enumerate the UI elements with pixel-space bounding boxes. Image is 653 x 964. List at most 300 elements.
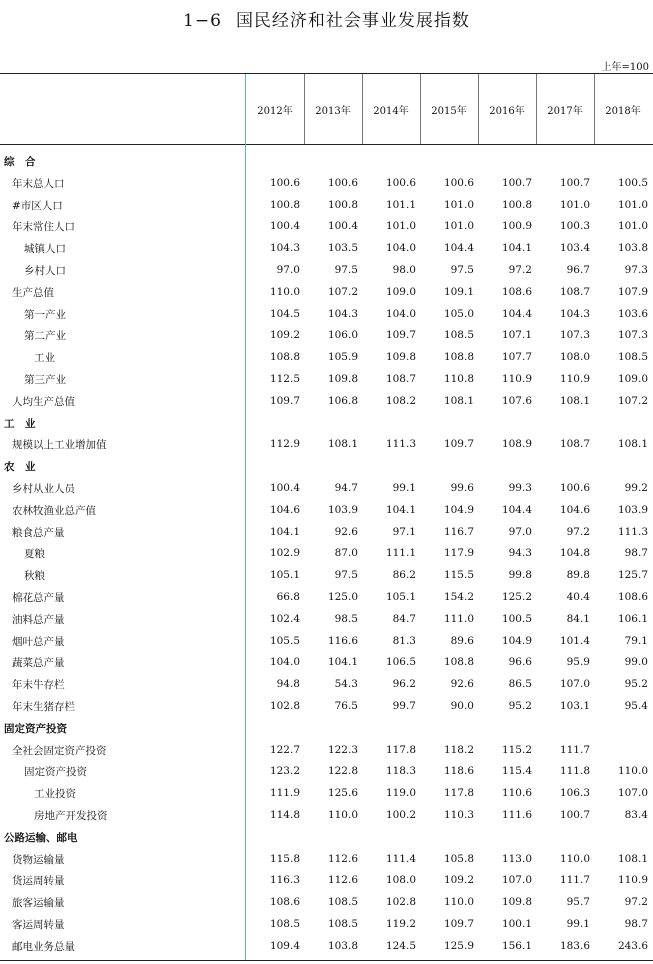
table-row (0, 282, 653, 304)
value-cell: 104.6 (269, 503, 300, 516)
value-cell: 111.7 (559, 874, 590, 887)
value-cell: 98.0 (392, 264, 416, 276)
table-row (0, 740, 653, 762)
value-cell: 103.5 (327, 242, 358, 255)
value-cell: 109.7 (443, 918, 474, 930)
value-cell: 100.6 (559, 482, 590, 494)
row-label: 第一产业 (24, 308, 66, 321)
value-cell: 100.2 (385, 809, 416, 821)
value-cell: 119.2 (385, 918, 416, 930)
value-cell: 108.0 (559, 351, 590, 364)
year-header-cell: 2016年 (489, 105, 525, 117)
value-cell: 109.1 (443, 285, 474, 298)
row-label: 年末总人口 (12, 177, 65, 190)
year-header-cell: 2018年 (605, 105, 641, 117)
value-cell: 109.2 (269, 329, 300, 342)
value-cell: 106.8 (327, 394, 358, 407)
section-row (0, 413, 653, 435)
table-row (0, 260, 653, 282)
table-row (0, 761, 653, 783)
value-cell: 103.4 (559, 242, 590, 255)
value-cell: 100.7 (501, 176, 532, 189)
section-label: 工 业 (4, 417, 36, 430)
value-cell: 118.3 (385, 765, 416, 778)
value-cell: 110.3 (443, 809, 474, 821)
value-cell: 101.0 (617, 198, 648, 211)
value-cell: 108.6 (269, 896, 300, 909)
table-row (0, 870, 653, 892)
value-cell: 104.0 (385, 307, 416, 320)
value-cell: 104.1 (385, 503, 416, 516)
value-cell: 111.8 (559, 765, 590, 778)
value-cell: 104.4 (443, 242, 474, 255)
year-header-cell: 2015年 (431, 105, 467, 117)
year-header-divider (420, 74, 421, 144)
value-cell: 99.2 (624, 482, 648, 494)
value-cell: 97.5 (334, 264, 358, 276)
value-cell: 110.0 (559, 852, 590, 865)
value-cell: 104.3 (327, 307, 358, 320)
value-cell: 92.6 (334, 525, 358, 538)
value-cell: 99.3 (508, 482, 532, 494)
value-cell: 81.3 (392, 634, 416, 647)
row-label: 农林牧渔业总产值 (12, 504, 96, 517)
value-cell: 97.2 (566, 525, 590, 538)
value-cell: 106.1 (617, 612, 648, 625)
value-cell: 109.4 (269, 939, 300, 952)
value-cell: 108.6 (501, 285, 532, 298)
value-cell: 118.2 (443, 743, 474, 756)
table-row (0, 325, 653, 347)
row-label: 工业投资 (34, 788, 76, 801)
value-cell: 108.1 (617, 438, 648, 451)
value-cell: 183.6 (559, 939, 590, 952)
value-cell: 97.2 (508, 264, 532, 276)
value-cell: 89.8 (566, 569, 590, 582)
value-cell: 110.9 (617, 874, 648, 887)
value-cell: 100.7 (559, 176, 590, 189)
value-cell: 114.8 (269, 809, 300, 821)
value-cell: 105.9 (327, 351, 358, 364)
bottom-rule (0, 960, 653, 961)
table-row (0, 391, 653, 413)
value-cell: 125.6 (327, 787, 358, 800)
value-cell: 104.6 (559, 503, 590, 516)
value-cell: 109.7 (269, 394, 300, 407)
value-cell: 125.7 (617, 569, 648, 582)
year-header-cell: 2013年 (315, 105, 351, 117)
value-cell: 122.8 (327, 765, 358, 778)
value-cell: 104.1 (327, 656, 358, 669)
year-header-divider (304, 74, 305, 144)
value-cell: 108.1 (327, 438, 358, 451)
value-cell: 106.3 (559, 787, 590, 800)
value-cell: 104.8 (559, 547, 590, 560)
value-cell: 96.6 (508, 656, 532, 669)
value-cell: 95.4 (624, 700, 648, 712)
value-cell: 109.8 (327, 373, 358, 385)
value-cell: 122.7 (269, 743, 300, 756)
value-cell: 107.2 (327, 285, 358, 298)
value-cell: 110.6 (501, 787, 532, 800)
value-cell: 99.8 (508, 569, 532, 582)
section-row (0, 718, 653, 740)
value-cell: 108.2 (385, 394, 416, 407)
value-cell: 108.7 (559, 285, 590, 298)
section-label: 农 业 (4, 461, 36, 474)
value-cell: 103.1 (559, 700, 590, 712)
value-cell: 100.6 (269, 176, 300, 189)
value-cell: 107.6 (501, 394, 532, 407)
value-cell: 108.9 (501, 438, 532, 451)
value-cell: 96.2 (392, 678, 416, 691)
value-cell: 107.0 (559, 678, 590, 691)
value-cell: 103.8 (617, 242, 648, 255)
value-cell: 95.2 (624, 678, 648, 691)
row-label: 粮食总产量 (12, 526, 65, 539)
value-cell: 156.1 (501, 939, 532, 952)
value-cell: 86.2 (392, 569, 416, 582)
row-label: 旅客运输量 (12, 897, 65, 910)
table-row (0, 652, 653, 674)
row-label: 人均生产总值 (12, 395, 75, 408)
table-row (0, 304, 653, 326)
section-row (0, 151, 653, 173)
value-cell: 100.9 (501, 220, 532, 233)
value-cell: 107.9 (617, 285, 648, 298)
row-label: 年末生猪存栏 (12, 701, 75, 713)
section-row (0, 456, 653, 478)
table-row (0, 849, 653, 871)
value-cell: 111.4 (385, 852, 416, 865)
value-cell: 83.4 (624, 809, 648, 821)
value-cell: 107.0 (617, 787, 648, 800)
value-cell: 107.2 (617, 394, 648, 407)
value-cell: 94.3 (508, 547, 532, 560)
table-row (0, 892, 653, 914)
row-label: 乡村人口 (24, 265, 66, 277)
row-label: 城镇人口 (24, 243, 66, 256)
value-cell: 100.4 (269, 482, 300, 494)
value-cell: 101.0 (443, 198, 474, 211)
value-cell: 107.7 (501, 351, 532, 364)
value-cell: 108.5 (327, 896, 358, 909)
row-label: 年末牛存栏 (12, 679, 65, 692)
value-cell: 110.0 (443, 896, 474, 909)
value-cell: 107.3 (617, 329, 648, 342)
table-row (0, 216, 653, 238)
value-cell: 103.9 (327, 503, 358, 516)
value-cell: 104.3 (269, 242, 300, 255)
table-row (0, 347, 653, 369)
table-row (0, 522, 653, 544)
value-cell: 97.0 (276, 264, 300, 276)
value-cell: 104.9 (443, 503, 474, 516)
table-row (0, 478, 653, 500)
row-label: 生产总值 (12, 286, 54, 299)
table-row (0, 696, 653, 718)
value-cell: 110.0 (617, 765, 648, 778)
value-cell: 96.7 (566, 264, 590, 276)
value-cell: 94.8 (276, 678, 300, 691)
value-cell: 100.5 (501, 612, 532, 625)
value-cell: 112.9 (269, 438, 300, 451)
value-cell: 111.1 (385, 547, 416, 560)
value-cell: 111.6 (501, 809, 532, 821)
value-cell: 104.1 (269, 525, 300, 538)
value-cell: 108.5 (617, 351, 648, 364)
header-rule (0, 144, 653, 145)
table-row (0, 936, 653, 958)
value-cell: 108.8 (269, 351, 300, 364)
value-cell: 115.5 (443, 569, 474, 582)
value-cell: 108.7 (385, 373, 416, 385)
row-label: 乡村从业人员 (12, 483, 75, 495)
value-cell: 99.1 (566, 918, 590, 930)
value-cell: 108.7 (559, 438, 590, 451)
value-cell: 102.8 (385, 896, 416, 909)
value-cell: 79.1 (624, 634, 648, 647)
value-cell: 107.1 (501, 329, 532, 342)
value-cell: 108.1 (617, 852, 648, 865)
row-label: 烟叶总产量 (12, 635, 65, 648)
value-cell: 109.2 (443, 874, 474, 887)
value-cell: 95.7 (566, 896, 590, 909)
value-cell: 108.0 (385, 874, 416, 887)
value-cell: 110.0 (269, 285, 300, 298)
value-cell: 110.8 (443, 373, 474, 385)
table-row (0, 565, 653, 587)
value-cell: 117.8 (385, 743, 416, 756)
value-cell: 109.0 (385, 285, 416, 298)
value-cell: 98.7 (624, 547, 648, 560)
section-label: 综 合 (4, 156, 36, 168)
table-number: 1−6 (183, 11, 222, 31)
table-row (0, 783, 653, 805)
value-cell: 125.9 (443, 939, 474, 952)
row-label: 棉花总产量 (12, 592, 65, 604)
value-cell: 86.5 (508, 678, 532, 691)
value-cell: 101.1 (385, 198, 416, 211)
value-cell: 111.3 (385, 438, 416, 451)
row-label: 第三产业 (24, 374, 66, 386)
table-row (0, 500, 653, 522)
table-row (0, 805, 653, 827)
value-cell: 104.0 (385, 242, 416, 255)
value-cell: 111.9 (269, 787, 300, 800)
value-cell: 97.3 (624, 264, 648, 276)
value-cell: 154.2 (443, 591, 474, 603)
table-row (0, 434, 653, 456)
value-cell: 110.9 (559, 373, 590, 385)
value-cell: 108.6 (617, 591, 648, 603)
value-cell: 106.0 (327, 329, 358, 342)
value-cell: 101.0 (617, 220, 648, 233)
value-cell: 125.0 (327, 591, 358, 603)
value-cell: 97.5 (450, 264, 474, 276)
table-row (0, 587, 653, 609)
table-title-text: 国民经济和社会事业发展指数 (235, 11, 470, 31)
value-cell: 117.8 (443, 787, 474, 800)
value-cell: 243.6 (617, 939, 648, 952)
value-cell: 108.1 (559, 394, 590, 407)
row-label: #市区人口 (12, 199, 63, 212)
value-cell: 95.2 (508, 700, 532, 712)
value-cell: 66.8 (276, 591, 300, 603)
value-cell: 104.4 (501, 307, 532, 320)
value-cell: 113.0 (501, 852, 532, 865)
value-cell: 115.4 (501, 765, 532, 778)
table-row (0, 543, 653, 565)
value-cell: 112.6 (327, 874, 358, 887)
value-cell: 76.5 (334, 700, 358, 712)
value-cell: 100.1 (501, 918, 532, 930)
section-row (0, 827, 653, 849)
value-cell: 112.5 (269, 373, 300, 385)
row-label: 秋粮 (24, 570, 45, 583)
value-cell: 104.9 (501, 634, 532, 647)
value-cell: 102.8 (269, 700, 300, 712)
value-cell: 95.9 (566, 656, 590, 669)
value-cell: 108.8 (443, 656, 474, 669)
table-row (0, 195, 653, 217)
value-cell: 99.1 (392, 482, 416, 494)
value-cell: 116.7 (443, 525, 474, 538)
value-cell: 122.3 (327, 743, 358, 756)
row-label: 夏粮 (24, 548, 45, 561)
row-label: 房地产开发投资 (34, 810, 108, 822)
value-cell: 111.7 (559, 743, 590, 756)
value-cell: 108.1 (443, 394, 474, 407)
value-cell: 101.0 (443, 220, 474, 233)
year-header-cell: 2012年 (257, 105, 293, 117)
value-cell: 109.0 (617, 373, 648, 385)
value-cell: 104.1 (501, 242, 532, 255)
value-cell: 100.4 (269, 220, 300, 233)
value-cell: 90.0 (450, 700, 474, 712)
value-cell: 108.5 (443, 329, 474, 342)
value-cell: 98.7 (624, 918, 648, 930)
value-cell: 94.7 (334, 482, 358, 494)
value-cell: 117.9 (443, 547, 474, 560)
value-cell: 111.0 (443, 612, 474, 625)
value-cell: 105.1 (385, 591, 416, 603)
table-title (0, 6, 653, 31)
value-cell: 109.8 (385, 351, 416, 364)
row-label: 货物运输量 (12, 853, 65, 866)
value-cell: 100.6 (327, 176, 358, 189)
value-cell: 106.5 (385, 656, 416, 669)
value-cell: 116.6 (327, 634, 358, 647)
year-header-divider (536, 74, 537, 144)
row-label: 固定资产投资 (24, 766, 87, 779)
row-label: 货运周转量 (12, 875, 65, 888)
value-cell: 105.0 (443, 307, 474, 320)
value-cell: 99.0 (624, 656, 648, 669)
value-cell: 111.3 (617, 525, 648, 538)
value-cell: 100.8 (327, 198, 358, 211)
value-cell: 97.0 (508, 525, 532, 538)
row-label: 全社会固定资产投资 (12, 744, 107, 757)
table-row (0, 914, 653, 936)
value-cell: 103.6 (617, 307, 648, 320)
value-cell: 108.8 (443, 351, 474, 364)
value-cell: 100.6 (443, 176, 474, 189)
unit-note: 上年=100 (601, 62, 649, 73)
value-cell: 92.6 (450, 678, 474, 691)
value-cell: 107.0 (501, 874, 532, 887)
section-label: 固定资产投资 (4, 722, 67, 735)
value-cell: 100.4 (327, 220, 358, 233)
value-cell: 115.2 (501, 743, 532, 756)
row-label: 规模以上工业增加值 (12, 439, 107, 452)
value-cell: 108.5 (327, 918, 358, 930)
value-cell: 97.5 (334, 569, 358, 582)
table-row (0, 238, 653, 260)
year-header-cell: 2017年 (547, 105, 583, 117)
value-cell: 99.7 (392, 700, 416, 712)
table-row (0, 674, 653, 696)
value-cell: 104.5 (269, 307, 300, 320)
value-cell: 99.6 (450, 482, 474, 494)
value-cell: 104.0 (269, 656, 300, 669)
value-cell: 104.3 (559, 307, 590, 320)
year-header-cell: 2014年 (373, 105, 409, 117)
value-cell: 101.0 (559, 198, 590, 211)
value-cell: 102.9 (269, 547, 300, 560)
row-label: 油料总产量 (12, 613, 65, 626)
value-cell: 100.5 (617, 176, 648, 189)
value-cell: 118.6 (443, 765, 474, 778)
value-cell: 109.7 (385, 329, 416, 342)
year-header-divider (594, 74, 595, 144)
value-cell: 100.8 (269, 198, 300, 211)
value-cell: 116.3 (269, 874, 300, 887)
value-cell: 124.5 (385, 939, 416, 952)
value-cell: 125.2 (501, 591, 532, 603)
value-cell: 110.9 (501, 373, 532, 385)
year-header-divider (478, 74, 479, 144)
year-header-divider (362, 74, 363, 144)
value-cell: 100.6 (385, 176, 416, 189)
value-cell: 110.0 (327, 809, 358, 821)
row-label: 蔬菜总产量 (12, 657, 65, 670)
row-label: 第二产业 (24, 330, 66, 343)
value-cell: 100.3 (559, 220, 590, 233)
row-label: 邮电业务总量 (12, 940, 75, 953)
value-cell: 119.0 (385, 787, 416, 800)
value-cell: 103.8 (327, 939, 358, 952)
value-cell: 112.6 (327, 852, 358, 865)
value-cell: 100.8 (501, 198, 532, 211)
value-cell: 105.8 (443, 852, 474, 865)
table-row (0, 609, 653, 631)
value-cell: 101.0 (385, 220, 416, 233)
value-cell: 108.5 (269, 918, 300, 930)
row-label: 年末常住人口 (12, 221, 75, 234)
value-cell: 100.7 (559, 809, 590, 821)
value-cell: 103.9 (617, 503, 648, 516)
value-cell: 123.2 (269, 765, 300, 778)
value-cell: 54.3 (334, 678, 358, 691)
value-cell: 115.8 (269, 852, 300, 865)
row-label: 工业 (34, 352, 55, 365)
value-cell: 104.4 (501, 503, 532, 516)
table-row (0, 173, 653, 195)
value-cell: 84.1 (566, 612, 590, 625)
value-cell: 40.4 (566, 591, 590, 603)
value-cell: 107.3 (559, 329, 590, 342)
